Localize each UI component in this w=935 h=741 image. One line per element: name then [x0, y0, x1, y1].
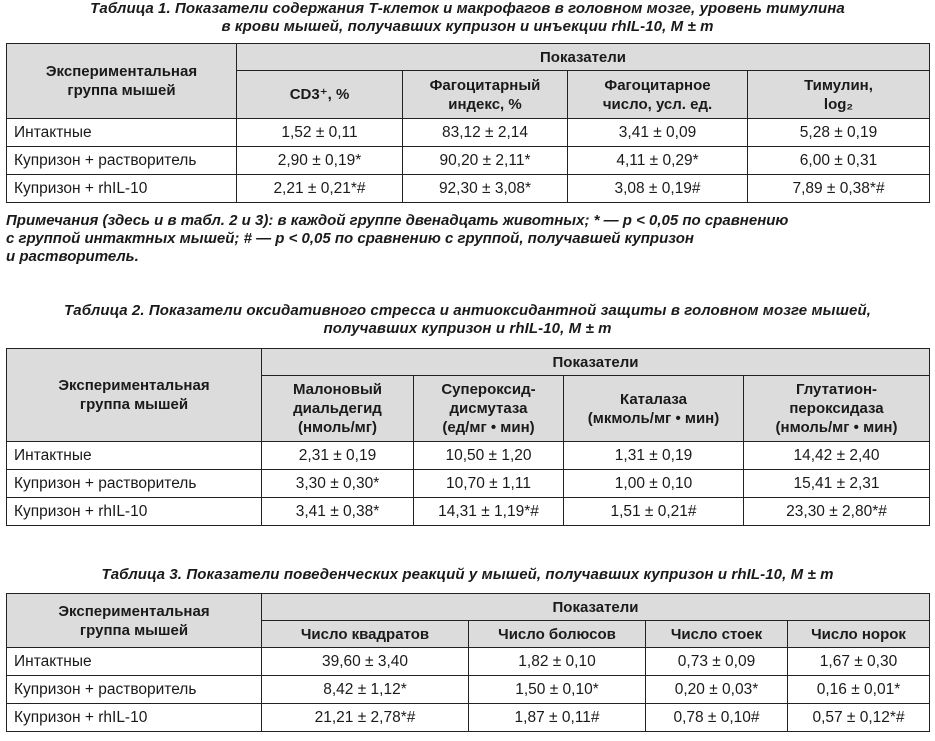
- table-notes: [6, 212, 929, 266]
- table-row: [7, 175, 930, 203]
- table-row: [7, 676, 930, 704]
- column-header-boluses: Число болюсов: [469, 621, 646, 648]
- table-cell: 92,30 ± 3,08*: [403, 175, 568, 203]
- note-line: и растворитель.: [6, 248, 139, 265]
- table-cell: 23,30 ± 2,80*#: [744, 498, 930, 526]
- group-header: [7, 44, 237, 119]
- table-row: [7, 147, 930, 175]
- row-group-label: Интактные: [7, 648, 262, 676]
- table-cell: 0,20 ± 0,03*: [646, 676, 788, 704]
- table2: [6, 348, 930, 526]
- table-cell: 15,41 ± 2,31: [744, 470, 930, 498]
- caption-line: Таблица 3. Показатели поведенческих реакций у мышей, получавших купризон и rhIL-10, M ± m: [101, 566, 834, 583]
- table1-caption: [6, 0, 929, 36]
- table-cell: 83,12 ± 2,14: [403, 119, 568, 147]
- table-cell: 4,11 ± 0,29*: [568, 147, 748, 175]
- table-cell: 14,42 ± 2,40: [744, 442, 930, 470]
- table-cell: 2,90 ± 0,19*: [237, 147, 403, 175]
- table-cell: 2,21 ± 0,21*#: [237, 175, 403, 203]
- column-header-thymulin: Тимулин, log₂: [748, 71, 930, 119]
- table-cell: 1,00 ± 0,10: [564, 470, 744, 498]
- column-header-glutathione-peroxidase: Глутатион- пероксидаза (нмоль/мг • мин): [744, 376, 930, 442]
- table-cell: 0,73 ± 0,09: [646, 648, 788, 676]
- table-cell: 21,21 ± 2,78*#: [262, 704, 469, 732]
- indicators-header: Показатели: [262, 349, 930, 376]
- row-group-label: Купризон + rhIL-10: [7, 704, 262, 732]
- group-header-line: группа мышей: [79, 396, 189, 413]
- group-header: [7, 594, 262, 648]
- row-group-label: Интактные: [7, 119, 237, 147]
- table-cell: 7,89 ± 0,38*#: [748, 175, 930, 203]
- table-cell: 8,42 ± 1,12*: [262, 676, 469, 704]
- column-header-malondialdehyde: Малоновый диальдегид (нмоль/мг): [262, 376, 414, 442]
- table-cell: 14,31 ± 1,19*#: [414, 498, 564, 526]
- table-cell: 39,60 ± 3,40: [262, 648, 469, 676]
- column-header-holes: Число норок: [788, 621, 930, 648]
- group-header-line: Экспериментальная: [45, 63, 198, 80]
- column-header-phagocytic-number: Фагоцитарное число, усл. ед.: [568, 71, 748, 119]
- group-header-line: группа мышей: [79, 621, 189, 639]
- indicators-header: Показатели: [237, 44, 930, 71]
- caption-line: в крови мышей, получавших купризон и инъекции rhIL-10, M ± m: [221, 18, 714, 35]
- table-cell: 1,52 ± 0,11: [237, 119, 403, 147]
- column-header-rearings: Число стоек: [646, 621, 788, 648]
- caption-line: Таблица 1. Показатели содержания Т-клеток и макрофагов в головном мозге, уровень тимулина: [90, 0, 845, 17]
- table-cell: 2,31 ± 0,19: [262, 442, 414, 470]
- note-line: Примечания (здесь и в табл. 2 и 3): в каждой группе двенадцать животных; * — p < 0,05 по сравнению: [6, 212, 789, 229]
- column-header-superoxide-dismutase: Супероксид- дисмутаза (ед/мг • мин): [414, 376, 564, 442]
- table-cell: 1,51 ± 0,21#: [564, 498, 744, 526]
- table-row: [7, 498, 930, 526]
- caption-line: Таблица 2. Показатели оксидативного стресса и антиоксидантной защиты в головном мозге мышей,: [64, 302, 871, 319]
- group-header-line: группа мышей: [67, 82, 176, 99]
- table-cell: 0,57 ± 0,12*#: [788, 704, 930, 732]
- table-cell: 1,87 ± 0,11#: [469, 704, 646, 732]
- table1: [6, 43, 930, 203]
- table3: [6, 593, 930, 732]
- group-header-line: Экспериментальная: [58, 377, 210, 394]
- column-header-squares: Число квадратов: [262, 621, 469, 648]
- table-cell: 1,31 ± 0,19: [564, 442, 744, 470]
- caption-line: получавших купризон и rhIL-10, M ± m: [323, 320, 612, 337]
- row-group-label: Интактные: [7, 442, 262, 470]
- row-group-label: Купризон + растворитель: [7, 147, 237, 175]
- note-line: с группой интактных мышей; # — p < 0,05 по сравнению с группой, получавшей купризон: [6, 230, 694, 247]
- row-group-label: Купризон + rhIL-10: [7, 175, 237, 203]
- table-cell: 3,30 ± 0,30*: [262, 470, 414, 498]
- indicators-header: Показатели: [262, 594, 930, 621]
- table-cell: 90,20 ± 2,11*: [403, 147, 568, 175]
- row-group-label: Купризон + растворитель: [7, 470, 262, 498]
- table-cell: 0,78 ± 0,10#: [646, 704, 788, 732]
- row-group-label: Купризон + растворитель: [7, 676, 262, 704]
- table-cell: 3,41 ± 0,38*: [262, 498, 414, 526]
- group-header: [7, 349, 262, 442]
- table-cell: 5,28 ± 0,19: [748, 119, 930, 147]
- column-header-phagocytic-index: Фагоцитарный индекс, %: [403, 71, 568, 119]
- table-cell: 0,16 ± 0,01*: [788, 676, 930, 704]
- table3-caption: [6, 566, 929, 584]
- table-row: [7, 119, 930, 147]
- row-group-label: Купризон + rhIL-10: [7, 498, 262, 526]
- table-cell: 10,50 ± 1,20: [414, 442, 564, 470]
- table2-caption: [6, 302, 929, 338]
- column-header-cd3: CD3⁺, %: [237, 71, 403, 119]
- table-row: [7, 704, 930, 732]
- table-cell: 1,50 ± 0,10*: [469, 676, 646, 704]
- table-cell: 10,70 ± 1,11: [414, 470, 564, 498]
- table-cell: 3,41 ± 0,09: [568, 119, 748, 147]
- table-cell: 3,08 ± 0,19#: [568, 175, 748, 203]
- table-cell: 1,82 ± 0,10: [469, 648, 646, 676]
- table-row: [7, 470, 930, 498]
- table-cell: 1,67 ± 0,30: [788, 648, 930, 676]
- table-cell: 6,00 ± 0,31: [748, 147, 930, 175]
- table-row: [7, 442, 930, 470]
- group-header-line: Экспериментальная: [58, 602, 210, 620]
- column-header-catalase: Каталаза (мкмоль/мг • мин): [564, 376, 744, 442]
- table-row: [7, 648, 930, 676]
